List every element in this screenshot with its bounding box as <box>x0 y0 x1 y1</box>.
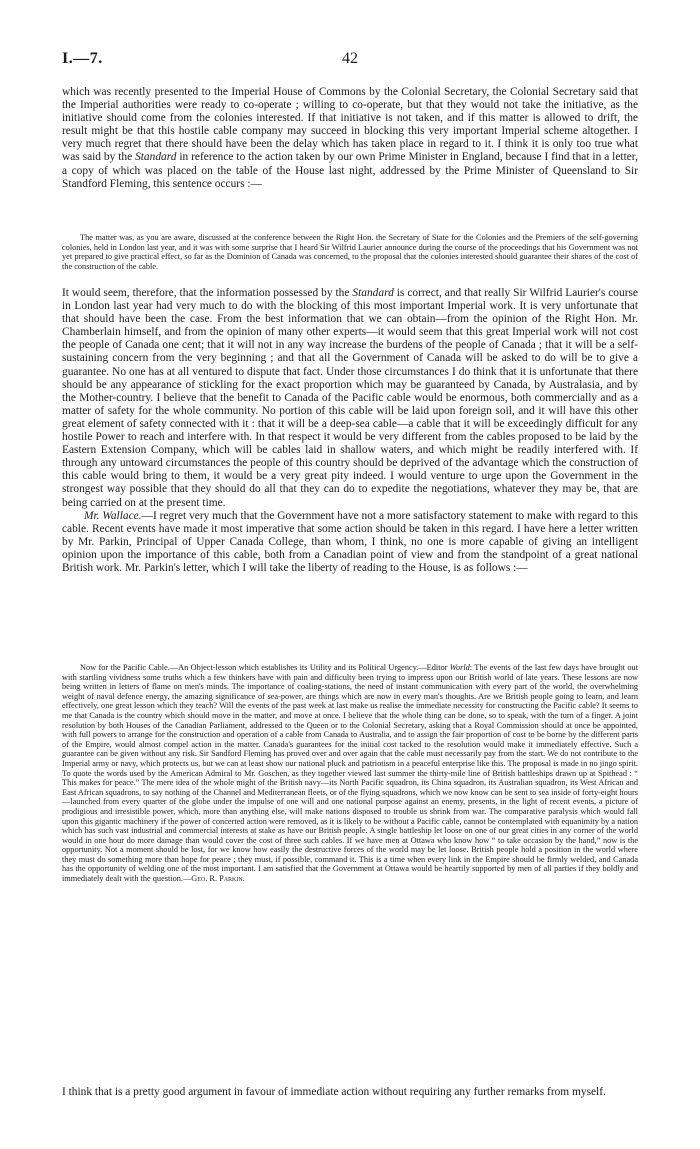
paragraph-text: in reference to the action taken by our own Prime Minister in England, because I find that in a letter, a copy of which was placed on the table of the House last night, addressed by the Prime Minister of Queensland to Sir Standford Fleming, this sentence occurs :— <box>62 151 638 190</box>
quotation-text: : The events of the last few days have brought out with startling vividness some truths which a few thinkers have with pain and difficulty been trying to impress upon our British world of late years. These lessons are now being written in letters of flame on men's minds. The importance of coaling-stations, the need of instant communication with every part of the world, the overwhelming weight of naval defence energy, the amazing significance of sea-power, are things which are now in every man's thoughts. Are we British people going to learn, and learn effectively, one great lesson which they teach? Will the events of the past week at last make us realise the immediate necessity for constructing the Pacific cable? It seems to me that Canada is the country which should move in the matter, and move at once. I believe that the whole thing can be done, so to speak, with the turn of a finger. A joint resolution by both Houses of the Canadian Parliament, addressed to the Queen or to the Colonial Secretary, asking that a Royal Commission should at once be appointed, with full powers to arrange for the construction and operation of a cable from Canada to Australia, and to assign the fair proportion of cost to be borne by the different parts of the Empire, would almost compel action in the matter. Canada's guarantees for the initial cost tacked to the resolution would make it immediately effective. Such a guarantee can be given without any risk. Sir Sandford Fleming has proved over and over again that the cable must necessarily pay from the start. We do not contribute to the Imperial army or navy, which protects us, but we can at least show our national pluck and patriotism in a peaceful enterprise like this. The proposal is made in no jingo spirit. To quote the words used by the American Admiral to Mr. Goschen, as they together viewed last summer the thirty-mile line of British battleships drawn up at Spithead : “ This makes for peace.” The mere idea of the whole might of the British navy—its North Pacific squadron, its China squadron, its Australian squadron, its West African and East African squadrons, to say nothing of the Channel and Mediterranean fleets, or of the flying squadrons, which we now know can be sent to sea inside of forty-eight hours—launched from every quarter of the globe under the impulse of one will and one national purpose against an enemy, presents, in the light of recent events, a picture of prodigious and irresistible power, which, more than anything else, will make nations disposed to trouble us shrink from war. The comparative paralysis which would fall upon this gigantic machinery if the power of concerted action were removed, as it is likely to be without a Pacific cable, cannot be contemplated with equanimity by a nation which has such vast industrial and commercial interests at stake as have our British people. A single battleship let loose on one of our great cities in any corner of the world would in one hour do more damage than would cover the cost of three such cables. If we have men at Ottawa who know how “ to take occasion by the hand,” now is the opportunity. Not a moment should be lost, for we know how easily the destructive forces of the world may be let loose. British people hold a position in the world where they must do something more than hope for peace ; they must, if possible, command it. This is a time when every link in the Empire should be firmly welded, and Canada has the opportunity of welding one of the most important. I am satisfied that the Government at Ottawa would be heartily supported by men of all parties if they boldly and immediately dealt with the question.— <box>62 663 638 884</box>
quotation-block-1 <box>62 233 638 271</box>
italic-newspaper-name: World <box>449 663 470 672</box>
document-reference: I.—7. <box>62 50 103 67</box>
paragraph-text: It would seem, therefore, that the information possessed by the <box>62 287 350 299</box>
paragraph-text: is correct, and that really Sir Wilfrid Laurier's course in London last year had very much to do with the blocking of this most important Imperial work. It is very unfortunate that that should have been the case. From the best information that we can obtain—from the opinion of the Right Hon. Mr. Chamberlain himself, and from the opinion of many other experts—it would seem that this great Imperial work will not cost the people of Canada one cent; that it will not in any way increase the burdens of the people of Canada ; that it will be a self-sustaining concern from the very beginning ; and that all the Government of Canada will be asked to do will be to give a guarantee. No one has at all ventured to dispute that fact. Under those circumstances I do think that it is unfortunate that there should be any appearance of stickling for the exact proportion which may be guaranteed by Canada, by Australasia, and by the Mother-country. I believe that the benefit to Canada of the Pacific cable would be enormous, both commercially and as a matter of safety for the whole community. No portion of this cable will be laid upon foreign soil, and it will have this other great element of safety connected with it : that it will be a deep-sea cable—a cable that it will be exceedingly difficult for any hostile Power to reach and interfere with. In that respect it would be very different from the cables proposed to be laid by the Eastern Extension Company, which will be cables laid in shallow waters, and which might be readily interfered with. If through any untoward circumstances the people of this country should be deprived of the advantage which the construction of this cable would bring to them, it would be a very great pity indeed. I would venture to urge upon the Government in the strongest way possible that they should do all that they can do to expedite the negotiations, whatever they may be, that are being carried on at the present time. <box>62 287 638 509</box>
page-header <box>62 50 638 72</box>
paragraph: I think that is a pretty good argument in favour of immediate action without requiring any further remarks from myself. <box>62 1086 606 1098</box>
quotation-signature: Geo. R. Parkin. <box>191 874 245 884</box>
quotation-text: Now for the Pacific Cable.—An Object-lesson which establishes its Utility and its Political Urgency.—Editor <box>80 663 448 672</box>
paragraph-text: —I regret very much that the Government have not a more satisfactory statement to make with regard to this cable. Recent events have made it most imperative that some action should be taken in this regard. I have here a letter written by Mr. Parkin, Principal of Upper Canada College, than whom, I think, no one is more capable of giving an intelligent opinion upon the importance of this cable, both from a Canadian point of view and from the standpoint of a great national British work. Mr. Parkin's letter, which I will take the liberty of reading to the House, is as follows :— <box>62 509 638 574</box>
paragraph <box>62 86 638 191</box>
quotation <box>62 663 638 884</box>
paragraph <box>62 510 638 575</box>
page-number: 42 <box>342 50 358 67</box>
italic-newspaper-name: Standard <box>135 151 177 164</box>
quotation: The matter was, as you are aware, discussed at the conference between the Right Hon. the Secretary of State for the Colonies and the Premiers of the self-governing colonies, held in London last year, and it was with some surprise that I heard Sir Wilfrid Laurier announce during the course of the proceedings that his Government was not yet prepared to give practical effect, so far as the Dominion of Canada was concerned, to the proposal that the colonies interested should guarantee their shares of the cost of the construction of the cable. <box>62 233 638 271</box>
paragraph-block-2 <box>62 287 638 575</box>
paragraph-block-3 <box>62 1086 638 1099</box>
speaker-name: Mr. Wallace. <box>84 509 142 522</box>
paragraph-text: which was recently presented to the Imperial House of Commons by the Colonial Secretary, the Colonial Secretary said that the Imperial authorities were ready to co-operate ; willing to co-operate, but that they would not take the initiative, as the initiative should come from the colonies interested. If that initiative is not taken, and if this matter is allowed to drift, the result might be that this hostile cable company may succeed in blocking this very important Imperial scheme altogether. I very much regret that there should have been the delay which has taken place in regard to it. I think it is only too true what was said by the <box>62 86 638 164</box>
italic-newspaper-name: Standard <box>352 287 394 299</box>
paragraph <box>62 287 638 510</box>
paragraph-block-1 <box>62 86 638 191</box>
quotation-block-2 <box>62 663 638 884</box>
